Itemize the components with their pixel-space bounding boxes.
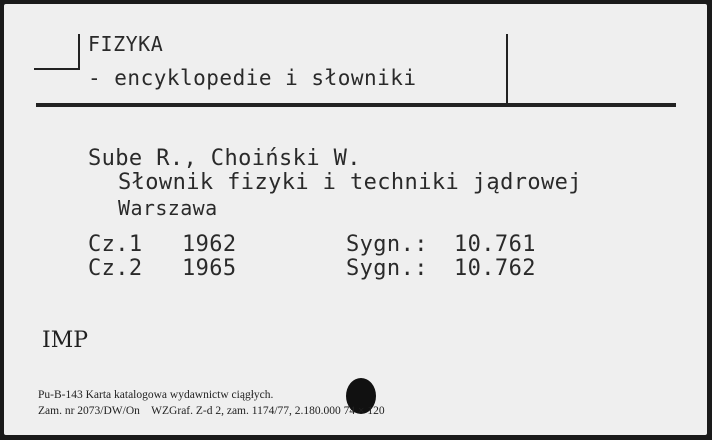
header-rule	[36, 103, 676, 107]
subcategory-heading: - encyklopedie i słowniki	[88, 66, 417, 90]
entry-place: Warszawa	[118, 196, 218, 220]
volume-part: Cz.2	[88, 256, 143, 281]
entry-title: Słownik fizyki i techniki jądrowej	[118, 170, 582, 195]
footer-line-2: Zam. nr 2073/DW/On WZGraf. Z-d 2, zam. 1174/77, 2.180.000 74 × 120	[38, 405, 385, 417]
volume-sygn-label: Sygn.:	[346, 256, 428, 281]
footer-line-1: Pu-B-143 Karta katalogowa wydawnictw ciągłych.	[38, 389, 274, 401]
category-heading: FIZYKA	[88, 32, 164, 56]
volume-sygn: 10.761	[454, 232, 536, 257]
volume-year: 1962	[182, 232, 237, 257]
stamp-mark: IMP	[42, 328, 89, 353]
header-vertical-rule	[506, 34, 508, 104]
header-corner-mark	[34, 34, 80, 70]
entry-authors: Sube R., Choiński W.	[88, 146, 361, 171]
volume-sygn-label: Sygn.:	[346, 232, 428, 257]
volume-year: 1965	[182, 256, 237, 281]
volume-sygn: 10.762	[454, 256, 536, 281]
catalog-card	[4, 4, 707, 435]
volume-part: Cz.1	[88, 232, 143, 257]
